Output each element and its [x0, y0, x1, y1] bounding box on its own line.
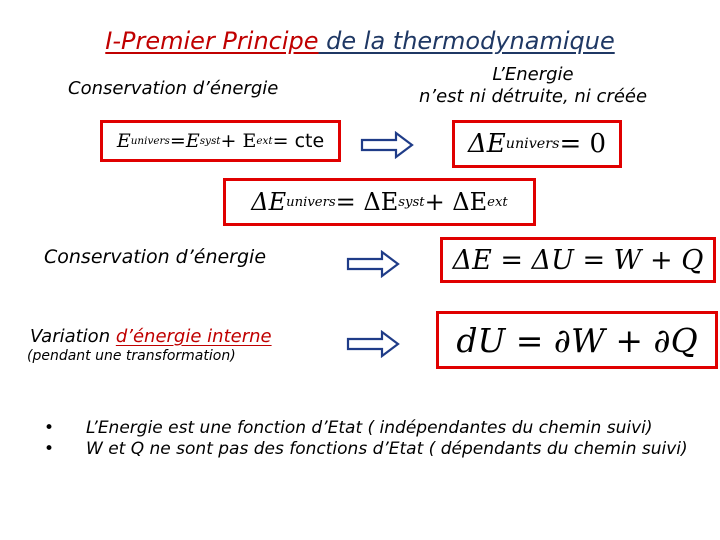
variation-sub: (pendant une transformation) [27, 348, 236, 364]
bullet-item-2: • W et Q ne sont pas des fonctions d’Etat ( dépendants du chemin suivi) [44, 439, 688, 459]
variation-label [30, 326, 272, 348]
bullet-dot-1: • [44, 418, 55, 438]
variation-red: d’énergie interne [115, 326, 272, 347]
implies-arrow-1 [360, 131, 414, 159]
equation-box-1: E univers = E syst + E ext = cte [100, 120, 341, 162]
bullet-item-1: • L’Energie est une fonction d’Etat ( indépendantes du chemin suivi) [44, 418, 653, 438]
title-part-1: I-Premier Principe [105, 27, 319, 55]
equation-box-2: ΔE univers = 0 [452, 120, 622, 168]
implies-arrow-3 [346, 330, 400, 358]
energy-statement-line1: L’Energie [492, 64, 574, 85]
conservation-label-middle: Conservation d’énergie [44, 246, 267, 268]
equation-box-4: ΔE = ΔU = W + Q [440, 237, 716, 283]
implies-arrow-2 [346, 250, 400, 278]
equation-box-3: ΔE univers = ΔE syst + ΔE ext [223, 178, 536, 226]
slide-title [0, 26, 720, 56]
variation-prefix: Variation [30, 326, 116, 347]
conservation-label-top: Conservation d’énergie [68, 78, 279, 99]
equation-box-5: dU = ∂W + ∂Q [436, 311, 718, 369]
energy-statement-line2: n’est ni détruite, ni créée [418, 86, 648, 107]
bullet-list [44, 418, 706, 460]
title-part-2: de la thermodynamique [318, 27, 615, 55]
bullet-dot-2: • [44, 439, 55, 459]
energy-statement [398, 64, 668, 108]
